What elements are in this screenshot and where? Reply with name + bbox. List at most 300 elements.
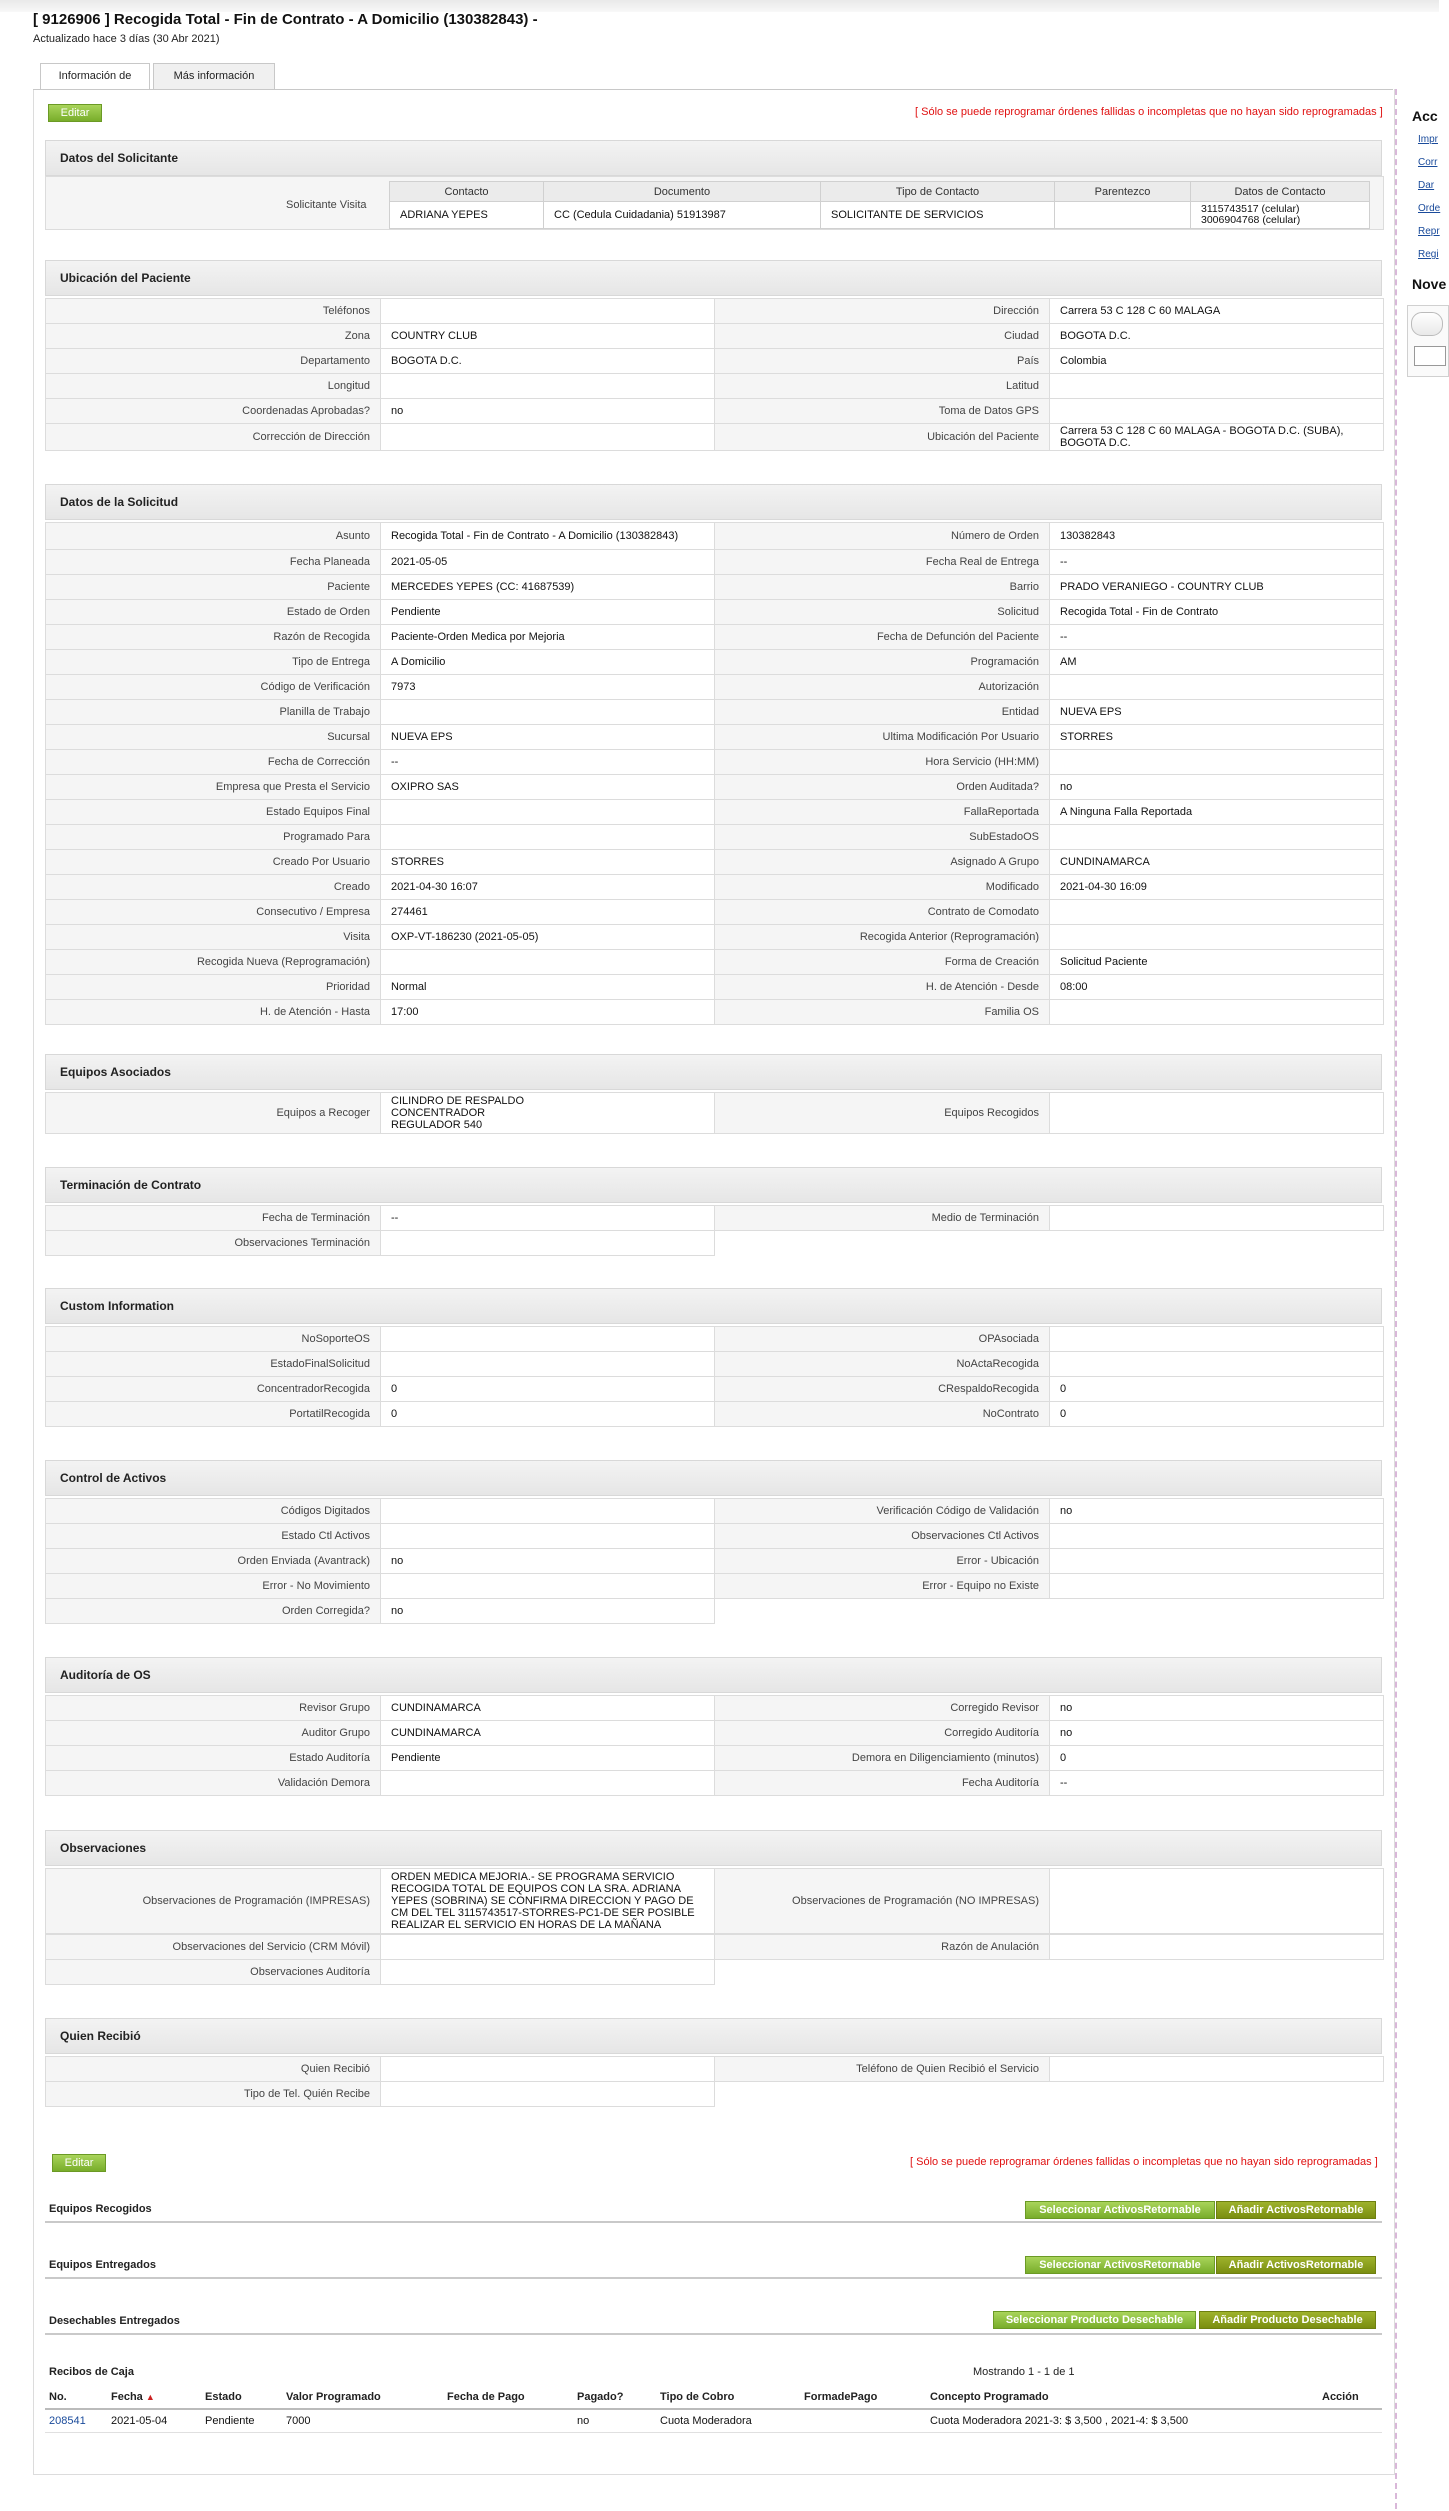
field-label: Toma de Datos GPS [715,399,1050,424]
field-label: Estado de Orden [46,600,381,625]
novedades-toggle[interactable] [1411,312,1443,336]
field-row [46,900,1384,925]
field-label: Creado [46,875,381,900]
field-row [46,324,1384,349]
field-label: OPAsociada [715,1327,1050,1352]
field-row [46,1499,1384,1524]
pagination-status: Mostrando 1 - 1 de 1 [973,2366,1075,2378]
field-value [381,1352,715,1377]
recibo-link[interactable]: 208541 [49,2415,86,2427]
page-title: [ 9126906 ] Recogida Total - Fin de Contrato - A Domicilio (130382843) - [33,11,538,28]
field-row [46,1206,1384,1231]
field-row [46,1549,1384,1574]
auditoria-table [45,1695,1384,1796]
field-label: Orden Auditada? [715,775,1050,800]
field-label: Orden Corregida? [46,1599,381,1624]
field-label: Corregido Auditoría [715,1721,1050,1746]
field-value [1050,1352,1384,1377]
field-value [1050,925,1384,950]
field-label: ConcentradorRecogida [46,1377,381,1402]
sort-asc-icon: ▲ [145,2392,155,2402]
empty-cell [1050,1231,1384,1256]
empty-cell [1050,2082,1384,2107]
field-value [381,299,715,324]
field-row [46,850,1384,875]
field-label: Orden Enviada (Avantrack) [46,1549,381,1574]
field-label: Códigos Digitados [46,1499,381,1524]
field-label: PortatilRecogida [46,1402,381,1427]
field-row [46,1402,1384,1427]
field-label: Consecutivo / Empresa [46,900,381,925]
empty-cell [715,1599,1050,1624]
field-value [381,1231,715,1256]
field-row [46,925,1384,950]
solicitante-label: Solicitante Visita [286,199,367,211]
field-value [381,950,715,975]
field-row [46,575,1384,600]
action-link-imprimir[interactable]: Impr [1418,134,1438,145]
field-label: Fecha de Corrección [46,750,381,775]
select-desechable-button[interactable]: Seleccionar Producto Desechable [993,2311,1196,2329]
recibo-estado: Pendiente [201,2409,282,2433]
recibo-number-link[interactable] [45,2409,107,2433]
field-label: Recogida Nueva (Reprogramación) [46,950,381,975]
field-label: Código de Verificación [46,675,381,700]
field-value [1050,1935,1384,1960]
field-label: Fecha Real de Entrega [715,550,1050,575]
field-value: Colombia [1050,349,1384,374]
action-link-orden[interactable]: Orde [1418,203,1441,214]
equipos-table [45,1092,1384,1134]
col-datos-contacto: Datos de Contacto [1191,182,1370,202]
recibos-title: Recibos de Caja [49,2366,134,2378]
section-observaciones [45,1830,1382,1866]
field-label: Equipos a Recoger [46,1093,381,1134]
field-value: 7973 [381,675,715,700]
field-value: 130382843 [1050,523,1384,550]
recibio-table [45,2056,1384,2107]
field-value: NUEVA EPS [1050,700,1384,725]
contact-name: ADRIANA YEPES [390,202,544,229]
action-link-corregir[interactable]: Corr [1418,157,1438,168]
field-label: Observaciones Auditoría [46,1960,381,1985]
field-value: OXIPRO SAS [381,775,715,800]
field-value [381,1524,715,1549]
field-value: BOGOTA D.C. [1050,324,1384,349]
field-label: Paciente [46,575,381,600]
field-row [46,550,1384,575]
field-value: BOGOTA D.C. [381,349,715,374]
field-row [46,825,1384,850]
field-row [46,424,1384,451]
col-tipo-contacto: Tipo de Contacto [821,182,1055,202]
field-label: Asunto [46,523,381,550]
field-label: Corregido Revisor [715,1696,1050,1721]
field-value: 0 [381,1377,715,1402]
field-value: -- [381,750,715,775]
col-tipo-cobro[interactable]: Tipo de Cobro [656,2386,800,2409]
field-row [46,1771,1384,1796]
field-label: Ubicación del Paciente [715,424,1050,451]
empty-cell [1050,1599,1384,1624]
field-value: no [1050,775,1384,800]
field-row [46,2082,1384,2107]
section-recibio [45,2018,1382,2054]
field-row [46,800,1384,825]
field-value: Carrera 53 C 128 C 60 MALAGA - BOGOTA D.C. (SUBA), BOGOTA D.C. [1050,424,1384,451]
field-label: Departamento [46,349,381,374]
field-label: Auditor Grupo [46,1721,381,1746]
col-concepto[interactable]: Concepto Programado [926,2386,1318,2409]
field-label: Razón de Anulación [715,1935,1050,1960]
novedades-input[interactable] [1414,346,1446,366]
section-title: Control de Activos [45,1460,1382,1496]
field-value: Solicitud Paciente [1050,950,1384,975]
select-activos-button[interactable]: Seleccionar ActivosRetornable [1025,2201,1215,2219]
col-pagado[interactable]: Pagado? [573,2386,656,2409]
field-value: -- [1050,625,1384,650]
add-activos-entregados-button[interactable]: Añadir ActivosRetornable [1216,2256,1376,2274]
field-value [1050,1524,1384,1549]
field-value: Pendiente [381,600,715,625]
field-label: Demora en Diligenciamiento (minutos) [715,1746,1050,1771]
field-value [1050,750,1384,775]
field-label: Asignado A Grupo [715,850,1050,875]
field-label: Fecha de Defunción del Paciente [715,625,1050,650]
field-row [46,1935,1384,1960]
field-value: 0 [1050,1377,1384,1402]
field-row [46,775,1384,800]
field-label: FallaReportada [715,800,1050,825]
field-value: MERCEDES YEPES (CC: 41687539) [381,575,715,600]
field-value: CILINDRO DE RESPALDO CONCENTRADOR REGULADOR 540 [381,1093,715,1134]
field-value: no [381,1549,715,1574]
ubicacion-table [45,298,1384,451]
table-header-row [45,2386,1382,2409]
field-value: -- [1050,550,1384,575]
field-label: Observaciones Ctl Activos [715,1524,1050,1549]
field-label: Teléfono de Quien Recibió el Servicio [715,2057,1050,2082]
recibo-forma-pago [800,2409,926,2433]
field-value: CUNDINAMARCA [381,1696,715,1721]
field-value [1050,825,1384,850]
field-label: Revisor Grupo [46,1696,381,1721]
section-title: Ubicación del Paciente [45,260,1382,296]
tab-bar [40,63,278,89]
acciones-title: Acc [1412,108,1438,124]
field-value [1050,900,1384,925]
field-label: Estado Equipos Final [46,800,381,825]
field-label: Ciudad [715,324,1050,349]
field-label: Recogida Anterior (Reprogramación) [715,925,1050,950]
field-row [46,725,1384,750]
field-value: AM [1050,650,1384,675]
field-value: no [1050,1696,1384,1721]
field-label: Medio de Terminación [715,1206,1050,1231]
edit-button-bottom[interactable]: Editar [52,2154,106,2172]
field-value [381,424,715,451]
select-activos-entregados-button[interactable]: Seleccionar ActivosRetornable [1025,2256,1215,2274]
field-row [46,299,1384,324]
field-label: Fecha Planeada [46,550,381,575]
field-value: OXP-VT-186230 (2021-05-05) [381,925,715,950]
col-contacto: Contacto [390,182,544,202]
field-row [46,1352,1384,1377]
section-title: Quien Recibió [45,2018,1382,2054]
section-title: Auditoría de OS [45,1657,1382,1693]
contact-document: CC (Cedula Cuidadania) 51913987 [544,202,821,229]
field-label: Programación [715,650,1050,675]
field-value: 17:00 [381,1000,715,1025]
col-fecha-label: Fecha [111,2391,143,2403]
field-value: Carrera 53 C 128 C 60 MALAGA [1050,299,1384,324]
field-label: Estado Auditoría [46,1746,381,1771]
contact-table [389,181,1370,229]
recibo-fecha: 2021-05-04 [107,2409,201,2433]
col-forma-pago[interactable]: FormadePago [800,2386,926,2409]
field-value [381,1499,715,1524]
field-label: Tipo de Entrega [46,650,381,675]
field-row [46,1696,1384,1721]
field-label: EstadoFinalSolicitud [46,1352,381,1377]
field-value: no [1050,1721,1384,1746]
field-value [1050,675,1384,700]
section-auditoria [45,1657,1382,1693]
field-row [46,1377,1384,1402]
contact-phones: 3115743517 (celular) 3006904768 (celular) [1191,202,1370,229]
field-label: Razón de Recogida [46,625,381,650]
reprogram-notice-bottom: [ Sólo se puede reprogramar órdenes fallidas o incompletas que no hayan sido reprogramadas ] [910,2156,1378,2168]
field-label: Longitud [46,374,381,399]
recibo-valor: 7000 [282,2409,443,2433]
field-row [46,625,1384,650]
field-value: A Ninguna Falla Reportada [1050,800,1384,825]
field-row [46,1599,1384,1624]
control-table [45,1498,1384,1624]
field-row [46,600,1384,625]
section-terminacion [45,1167,1382,1203]
field-label: Ultima Modificación Por Usuario [715,725,1050,750]
field-label: Error - Equipo no Existe [715,1574,1050,1599]
field-label: Programado Para [46,825,381,850]
col-valor[interactable]: Valor Programado [282,2386,443,2409]
col-fecha-pago[interactable]: Fecha de Pago [443,2386,573,2409]
field-value [1050,1093,1384,1134]
field-value: 2021-04-30 16:07 [381,875,715,900]
section-custom [45,1288,1382,1324]
field-row [46,523,1384,550]
action-link-reprogramar[interactable]: Repr [1418,226,1440,237]
field-label: Planilla de Trabajo [46,700,381,725]
field-label: Coordenadas Aprobadas? [46,399,381,424]
field-value: COUNTRY CLUB [381,324,715,349]
field-value [1050,1327,1384,1352]
field-label: Solicitud [715,600,1050,625]
field-label: Zona [46,324,381,349]
field-label: NoContrato [715,1402,1050,1427]
empty-cell [715,2082,1050,2107]
field-label: Sucursal [46,725,381,750]
field-row [46,1231,1384,1256]
col-parentezco: Parentezco [1055,182,1191,202]
field-value [1050,1549,1384,1574]
field-value: 2021-04-30 16:09 [1050,875,1384,900]
field-row [46,1574,1384,1599]
section-title: Datos de la Solicitud [45,484,1382,520]
field-row [46,975,1384,1000]
field-label: Observaciones de Programación (IMPRESAS) [46,1869,381,1934]
field-value [381,1574,715,1599]
col-fecha[interactable] [107,2386,201,2409]
field-value: Normal [381,975,715,1000]
field-label: Observaciones de Programación (NO IMPRESAS) [715,1869,1050,1934]
action-link-registrar[interactable]: Regi [1418,249,1439,260]
field-value: Pendiente [381,1746,715,1771]
action-link-dar[interactable]: Dar [1418,180,1435,191]
field-value: Recogida Total - Fin de Contrato - A Domicilio (130382843) [381,523,715,550]
empty-cell [715,1231,1050,1256]
section-equipos [45,1054,1382,1090]
field-value: no [1050,1499,1384,1524]
field-value [381,1327,715,1352]
section-title: Terminación de Contrato [45,1167,1382,1203]
add-desechable-button[interactable]: Añadir Producto Desechable [1199,2311,1376,2329]
reprogram-notice: [ Sólo se puede reprogramar órdenes fallidas o incompletas que no hayan sido reprogramadas ] [915,106,1383,118]
observaciones-table [45,1868,1384,1934]
field-value: CUNDINAMARCA [1050,850,1384,875]
field-label: H. de Atención - Hasta [46,1000,381,1025]
edit-button[interactable]: Editar [48,104,102,122]
recibo-tipo-cobro: Cuota Moderadora [656,2409,800,2433]
add-activos-button[interactable]: Añadir ActivosRetornable [1216,2201,1376,2219]
field-value: 274461 [381,900,715,925]
field-row [46,1000,1384,1025]
field-value [381,2082,715,2107]
field-value: 0 [381,1402,715,1427]
field-label: Creado Por Usuario [46,850,381,875]
field-value [1050,399,1384,424]
field-row [46,349,1384,374]
field-label: Latitud [715,374,1050,399]
field-row [46,675,1384,700]
field-label: Estado Ctl Activos [46,1524,381,1549]
field-value: 0 [1050,1402,1384,1427]
col-no[interactable]: No. [45,2386,107,2409]
field-label: NoSoporteOS [46,1327,381,1352]
field-row [46,750,1384,775]
field-value: CUNDINAMARCA [381,1721,715,1746]
field-label: Fecha de Terminación [46,1206,381,1231]
field-value [1050,1869,1384,1934]
col-accion: Acción [1318,2386,1382,2409]
recibos-table [45,2386,1382,2433]
terminacion-table [45,1205,1384,1256]
empty-cell [1050,1960,1384,1985]
recibo-accion [1318,2409,1382,2433]
field-label: Observaciones del Servicio (CRM Móvil) [46,1935,381,1960]
field-value: -- [1050,1771,1384,1796]
section-ubicacion [45,260,1382,296]
contact-relation [1055,202,1191,229]
field-row [46,1524,1384,1549]
field-label: Número de Orden [715,523,1050,550]
field-row [46,1960,1384,1985]
solicitud-table [45,522,1384,1025]
section-control [45,1460,1382,1496]
field-value [1050,2057,1384,2082]
tab-informacion[interactable]: Información de [40,63,150,90]
field-label: Error - Ubicación [715,1549,1050,1574]
field-label: País [715,349,1050,374]
field-row [46,1746,1384,1771]
recibo-pagado: no [573,2409,656,2433]
field-label: Corrección de Dirección [46,424,381,451]
field-label: Teléfonos [46,299,381,324]
field-label: Prioridad [46,975,381,1000]
contact-type: SOLICITANTE DE SERVICIOS [821,202,1055,229]
field-value [381,1935,715,1960]
field-value [381,1960,715,1985]
field-value: ORDEN MEDICA MEJORIA.- SE PROGRAMA SERVICIO RECOGIDA TOTAL DE EQUIPOS CON LA SRA. ADRIANA YEPES (SOBRINA) SE CONFIRMA DIRECCION Y PAGO DE CM DEL TEL 3115743517-STORRES-PC1-DE SER POSIBLE REALIZAR EL SERVICIO EN HORAS DE LA MAÑANA [381,1869,715,1934]
section-title: Desechables Entregados [45,2309,1382,2335]
field-label: Autorización [715,675,1050,700]
col-estado[interactable]: Estado [201,2386,282,2409]
field-row [46,1327,1384,1352]
section-title: Datos del Solicitante [45,140,1382,176]
field-value [381,800,715,825]
col-documento: Documento [544,182,821,202]
field-label: Forma de Creación [715,950,1050,975]
field-value [381,2057,715,2082]
field-row [46,650,1384,675]
field-value [1050,1000,1384,1025]
field-label: Familia OS [715,1000,1050,1025]
field-label: Modificado [715,875,1050,900]
section-solicitante [45,140,1382,176]
section-title: Equipos Asociados [45,1054,1382,1090]
field-label: SubEstadoOS [715,825,1050,850]
field-value: 08:00 [1050,975,1384,1000]
right-sidebar [1395,89,1441,2509]
custom-table [45,1326,1384,1427]
field-value [1050,374,1384,399]
field-label: Fecha Auditoría [715,1771,1050,1796]
field-value [381,1771,715,1796]
field-value [1050,1206,1384,1231]
field-value: STORRES [381,850,715,875]
field-value: PRADO VERANIEGO - COUNTRY CLUB [1050,575,1384,600]
field-label: Visita [46,925,381,950]
field-value: 2021-05-05 [381,550,715,575]
field-row [46,1721,1384,1746]
field-row [46,399,1384,424]
field-value: Paciente-Orden Medica por Mejoria [381,625,715,650]
field-value: Recogida Total - Fin de Contrato [1050,600,1384,625]
tab-divider [33,89,1393,90]
field-value: no [381,399,715,424]
field-row [46,950,1384,975]
tab-mas-informacion[interactable]: Más información [153,63,275,89]
field-label: Quien Recibió [46,2057,381,2082]
section-title: Observaciones [45,1830,1382,1866]
field-label: H. de Atención - Desde [715,975,1050,1000]
field-row [46,875,1384,900]
empty-cell [715,1960,1050,1985]
last-updated: Actualizado hace 3 días (30 Abr 2021) [33,33,220,45]
field-label: Observaciones Terminación [46,1231,381,1256]
field-value [381,374,715,399]
field-value [381,825,715,850]
